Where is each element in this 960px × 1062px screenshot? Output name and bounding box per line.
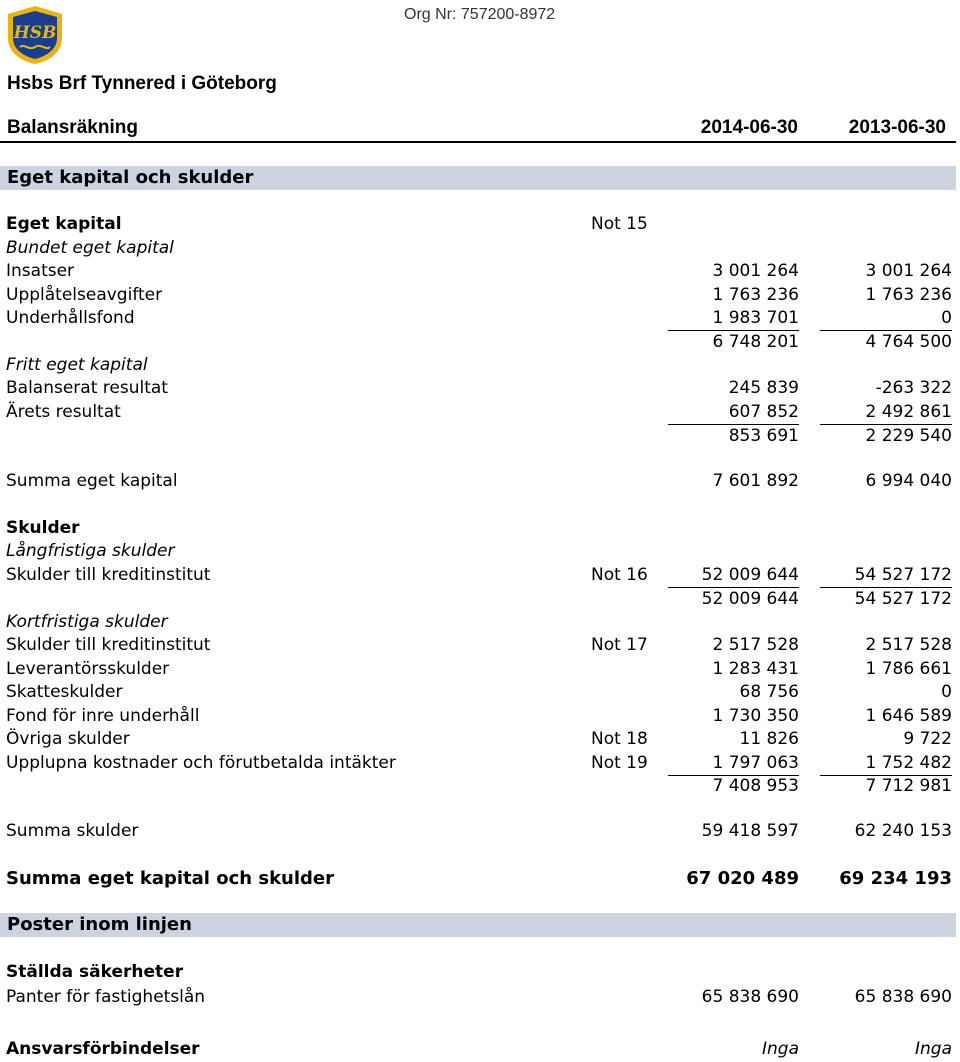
long-term-title: Långfristiga skulder: [6, 541, 175, 561]
table-row: Fond för inre underhåll 1 730 350 1 646 589: [6, 706, 952, 726]
table-row: Panter för fastighetslån 65 838 690 65 838 690: [6, 987, 952, 1007]
table-row: Övriga skulder Not 18 11 826 9 722: [6, 729, 952, 749]
section-band-equity-liabilities: Eget kapital och skulder: [0, 166, 956, 190]
table-row: Insatser 3 001 264 3 001 264: [6, 261, 952, 281]
column-header-2014: 2014-06-30: [700, 117, 798, 138]
unrestricted-equity-title: Fritt eget kapital: [6, 355, 148, 375]
table-row: Skatteskulder 68 756 0: [6, 682, 952, 702]
equity-heading-row: Eget kapital Not 15: [6, 214, 648, 234]
restricted-equity-title: Bundet eget kapital: [6, 238, 174, 258]
page-title: Balansräkning: [7, 117, 138, 138]
table-row: Balanserat resultat 245 839 -263 322: [6, 378, 952, 398]
table-row: Upplupna kostnader och förutbetalda intäkter Not 19 1 797 063 1 752 482: [0, 751, 960, 775]
column-header-2013: 2013-06-30: [848, 117, 946, 138]
grand-total-row: Summa eget kapital och skulder 67 020 489 69 234 193: [6, 868, 952, 889]
short-term-title: Kortfristiga skulder: [6, 612, 168, 632]
total-row-liabilities: Summa skulder 59 418 597 62 240 153: [6, 821, 952, 841]
table-row: Upplåtelseavgifter 1 763 236 1 763 236: [6, 285, 952, 305]
table-row: Leverantörsskulder 1 283 431 1 786 661: [6, 659, 952, 679]
subtotal-row: 853 691 2 229 540: [728, 426, 952, 446]
liabilities-heading: Skulder: [6, 518, 80, 538]
svg-text:HSB: HSB: [13, 23, 57, 43]
total-row-equity: Summa eget kapital 7 601 892 6 994 040: [6, 471, 952, 491]
header-divider: [0, 141, 956, 143]
org-number: Org Nr: 757200-8972: [404, 6, 556, 23]
hsb-logo: [4, 4, 66, 66]
association-name: Hsbs Brf Tynnered i Göteborg: [7, 73, 277, 94]
table-row: Underhållsfond 1 983 701 0: [0, 306, 960, 330]
pledged-assets-heading: Ställda säkerheter: [6, 962, 184, 982]
subtotal-row: 52 009 644 54 527 172: [701, 589, 952, 609]
subtotal-row: 7 408 953 7 712 981: [712, 776, 952, 796]
table-row: Skulder till kreditinstitut Not 16 52 009 644 54 527 172: [0, 563, 960, 587]
contingent-liabilities-row: Ansvarsförbindelser Inga Inga: [6, 1039, 952, 1059]
subtotal-row: 6 748 201 4 764 500: [712, 332, 952, 352]
table-row: Skulder till kreditinstitut Not 17 2 517 528 2 517 528: [6, 635, 952, 655]
section-band-off-balance: Poster inom linjen: [0, 913, 956, 937]
table-row: Ärets resultat 607 852 2 492 861: [0, 400, 960, 424]
